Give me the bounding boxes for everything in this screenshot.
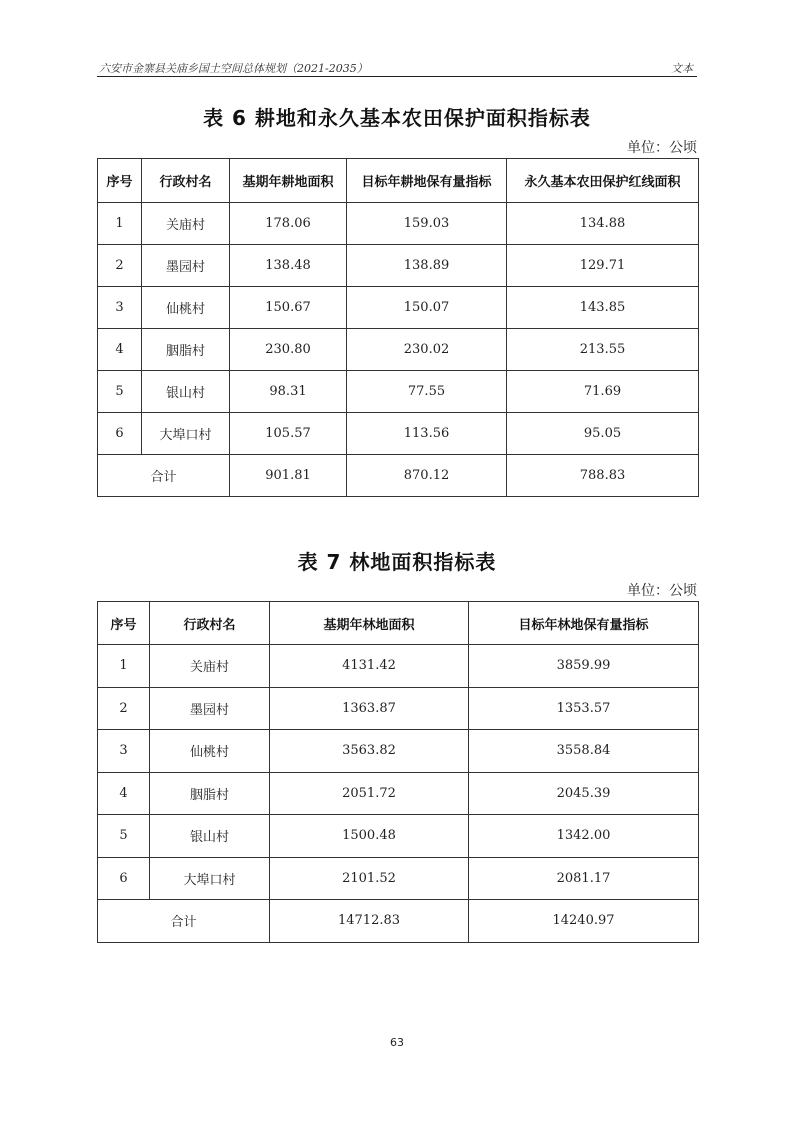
village-name: 胭脂村 bbox=[142, 329, 230, 371]
village-name: 银山村 bbox=[150, 815, 270, 858]
base-area: 138.48 bbox=[230, 245, 347, 287]
table-row bbox=[98, 730, 699, 773]
village-name: 墨园村 bbox=[150, 687, 270, 730]
row-number: 3 bbox=[98, 287, 142, 329]
row-number: 2 bbox=[98, 687, 150, 730]
row-number: 6 bbox=[98, 413, 142, 455]
total-label: 合计 bbox=[98, 900, 270, 943]
total-target-area: 870.12 bbox=[347, 455, 507, 497]
header-title: 六安市金寨县关庙乡国土空间总体规划（2021-2035） bbox=[99, 62, 368, 75]
base-area: 105.57 bbox=[230, 413, 347, 455]
base-forest-area: 3563.82 bbox=[270, 730, 469, 773]
table-row bbox=[98, 857, 699, 900]
table7-header-row bbox=[98, 602, 699, 645]
column-header: 行政村名 bbox=[150, 602, 270, 645]
row-number: 2 bbox=[98, 245, 142, 287]
target-area: 138.89 bbox=[347, 245, 507, 287]
row-number: 5 bbox=[98, 815, 150, 858]
total-farmland-area: 788.83 bbox=[507, 455, 699, 497]
total-label: 合计 bbox=[98, 455, 230, 497]
target-forest-area: 2045.39 bbox=[469, 772, 699, 815]
target-area: 113.56 bbox=[347, 413, 507, 455]
table-row bbox=[98, 287, 699, 329]
base-area: 150.67 bbox=[230, 287, 347, 329]
page-header bbox=[97, 56, 697, 77]
farmland-area: 71.69 bbox=[507, 371, 699, 413]
base-area: 178.06 bbox=[230, 203, 347, 245]
farmland-area: 134.88 bbox=[507, 203, 699, 245]
village-name: 银山村 bbox=[142, 371, 230, 413]
total-target-forest-area: 14240.97 bbox=[469, 900, 699, 943]
table-row bbox=[98, 772, 699, 815]
village-name: 胭脂村 bbox=[150, 772, 270, 815]
table-total-row bbox=[98, 900, 699, 943]
header-doc-type: 文本 bbox=[671, 62, 693, 75]
base-forest-area: 1363.87 bbox=[270, 687, 469, 730]
total-base-forest-area: 14712.83 bbox=[270, 900, 469, 943]
table-row bbox=[98, 329, 699, 371]
table-row bbox=[98, 371, 699, 413]
column-header: 行政村名 bbox=[142, 159, 230, 203]
row-number: 4 bbox=[98, 329, 142, 371]
table-row bbox=[98, 687, 699, 730]
table-row bbox=[98, 203, 699, 245]
table6-unit: 单位：公顷 bbox=[627, 140, 697, 156]
village-name: 墨园村 bbox=[142, 245, 230, 287]
row-number: 6 bbox=[98, 857, 150, 900]
target-forest-area: 3859.99 bbox=[469, 645, 699, 688]
base-forest-area: 4131.42 bbox=[270, 645, 469, 688]
table-total-row bbox=[98, 455, 699, 497]
village-name: 大埠口村 bbox=[150, 857, 270, 900]
column-header: 基期年耕地面积 bbox=[230, 159, 347, 203]
farmland-area: 95.05 bbox=[507, 413, 699, 455]
column-header: 序号 bbox=[98, 602, 150, 645]
table6 bbox=[97, 158, 699, 497]
column-header: 目标年耕地保有量指标 bbox=[347, 159, 507, 203]
farmland-area: 129.71 bbox=[507, 245, 699, 287]
target-forest-area: 2081.17 bbox=[469, 857, 699, 900]
village-name: 仙桃村 bbox=[150, 730, 270, 773]
base-forest-area: 1500.48 bbox=[270, 815, 469, 858]
target-area: 150.07 bbox=[347, 287, 507, 329]
row-number: 1 bbox=[98, 203, 142, 245]
table-row bbox=[98, 645, 699, 688]
row-number: 4 bbox=[98, 772, 150, 815]
farmland-area: 143.85 bbox=[507, 287, 699, 329]
village-name: 关庙村 bbox=[142, 203, 230, 245]
row-number: 3 bbox=[98, 730, 150, 773]
target-forest-area: 1342.00 bbox=[469, 815, 699, 858]
row-number: 5 bbox=[98, 371, 142, 413]
row-number: 1 bbox=[98, 645, 150, 688]
table6-title: 表 6 耕地和永久基本农田保护面积指标表 bbox=[203, 106, 591, 130]
village-name: 仙桃村 bbox=[142, 287, 230, 329]
base-forest-area: 2101.52 bbox=[270, 857, 469, 900]
column-header: 基期年林地面积 bbox=[270, 602, 469, 645]
column-header: 序号 bbox=[98, 159, 142, 203]
target-area: 159.03 bbox=[347, 203, 507, 245]
page-number: 63 bbox=[390, 1036, 404, 1049]
column-header: 永久基本农田保护红线面积 bbox=[507, 159, 699, 203]
target-area: 77.55 bbox=[347, 371, 507, 413]
table-row bbox=[98, 815, 699, 858]
table7-unit: 单位：公顷 bbox=[627, 583, 697, 599]
farmland-area: 213.55 bbox=[507, 329, 699, 371]
table7 bbox=[97, 601, 699, 943]
total-base-area: 901.81 bbox=[230, 455, 347, 497]
village-name: 关庙村 bbox=[150, 645, 270, 688]
base-area: 230.80 bbox=[230, 329, 347, 371]
table7-title: 表 7 林地面积指标表 bbox=[297, 550, 497, 574]
table6-header-row bbox=[98, 159, 699, 203]
base-area: 98.31 bbox=[230, 371, 347, 413]
table-row bbox=[98, 413, 699, 455]
village-name: 大埠口村 bbox=[142, 413, 230, 455]
column-header: 目标年林地保有量指标 bbox=[469, 602, 699, 645]
target-forest-area: 3558.84 bbox=[469, 730, 699, 773]
base-forest-area: 2051.72 bbox=[270, 772, 469, 815]
target-area: 230.02 bbox=[347, 329, 507, 371]
target-forest-area: 1353.57 bbox=[469, 687, 699, 730]
table-row bbox=[98, 245, 699, 287]
